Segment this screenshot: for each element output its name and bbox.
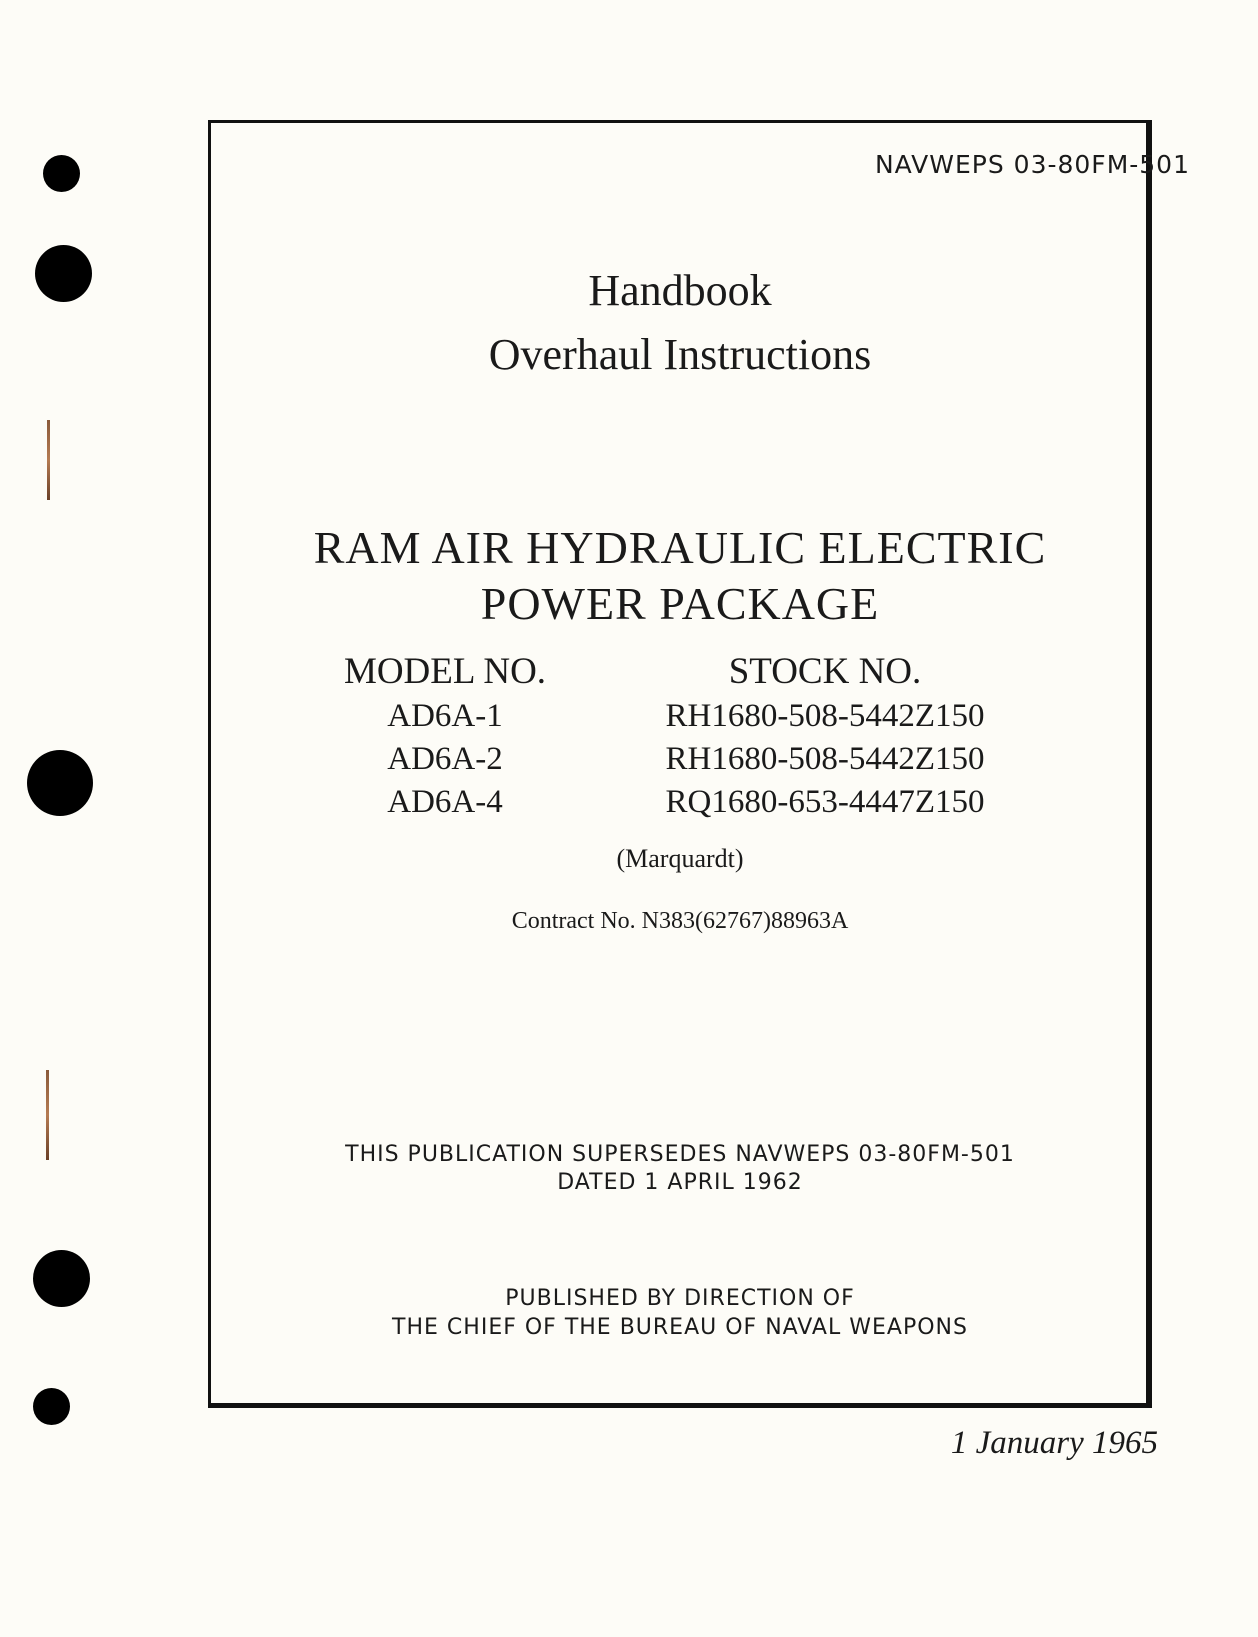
model-number: AD6A-4 [387, 784, 503, 820]
punch-hole [27, 750, 93, 816]
manufacturer: (Marquardt) [616, 844, 744, 873]
publisher-line1: PUBLISHED BY DIRECTION OF [505, 1286, 855, 1311]
document-title-line2: POWER PACKAGE [480, 578, 880, 629]
model-number: AD6A-1 [387, 698, 503, 734]
punch-hole [43, 155, 80, 192]
stock-number: RQ1680-653-4447Z150 [665, 784, 985, 820]
handbook-heading: Handbook [588, 266, 772, 315]
publication-date: 1 January 1965 [950, 1425, 1158, 1461]
punch-hole [33, 1250, 90, 1307]
model-number: AD6A-2 [387, 741, 503, 777]
contract-number: Contract No. N383(62767)88963A [511, 908, 849, 934]
stock-number-column [640, 650, 1010, 824]
document-title-line1: RAM AIR HYDRAULIC ELECTRIC [313, 522, 1047, 573]
instructions-heading: Overhaul Instructions [488, 330, 872, 379]
binding-mark [46, 1070, 49, 1160]
model-number-header: MODEL NO. [343, 651, 547, 692]
publisher-line2: THE CHIEF OF THE BUREAU OF NAVAL WEAPONS [392, 1315, 968, 1340]
model-number-column [330, 650, 560, 824]
stock-number: RH1680-508-5442Z150 [665, 741, 985, 777]
stock-number: RH1680-508-5442Z150 [665, 698, 985, 734]
punch-hole [35, 245, 92, 302]
punch-hole [33, 1388, 70, 1425]
document-number: NAVWEPS 03-80FM-501 [874, 150, 1190, 179]
binding-mark [47, 420, 50, 500]
supersedes-notice-line1: THIS PUBLICATION SUPERSEDES NAVWEPS 03-80FM-501 [345, 1142, 1015, 1167]
supersedes-notice-line2: DATED 1 APRIL 1962 [557, 1170, 803, 1195]
stock-number-header: STOCK NO. [728, 651, 922, 692]
